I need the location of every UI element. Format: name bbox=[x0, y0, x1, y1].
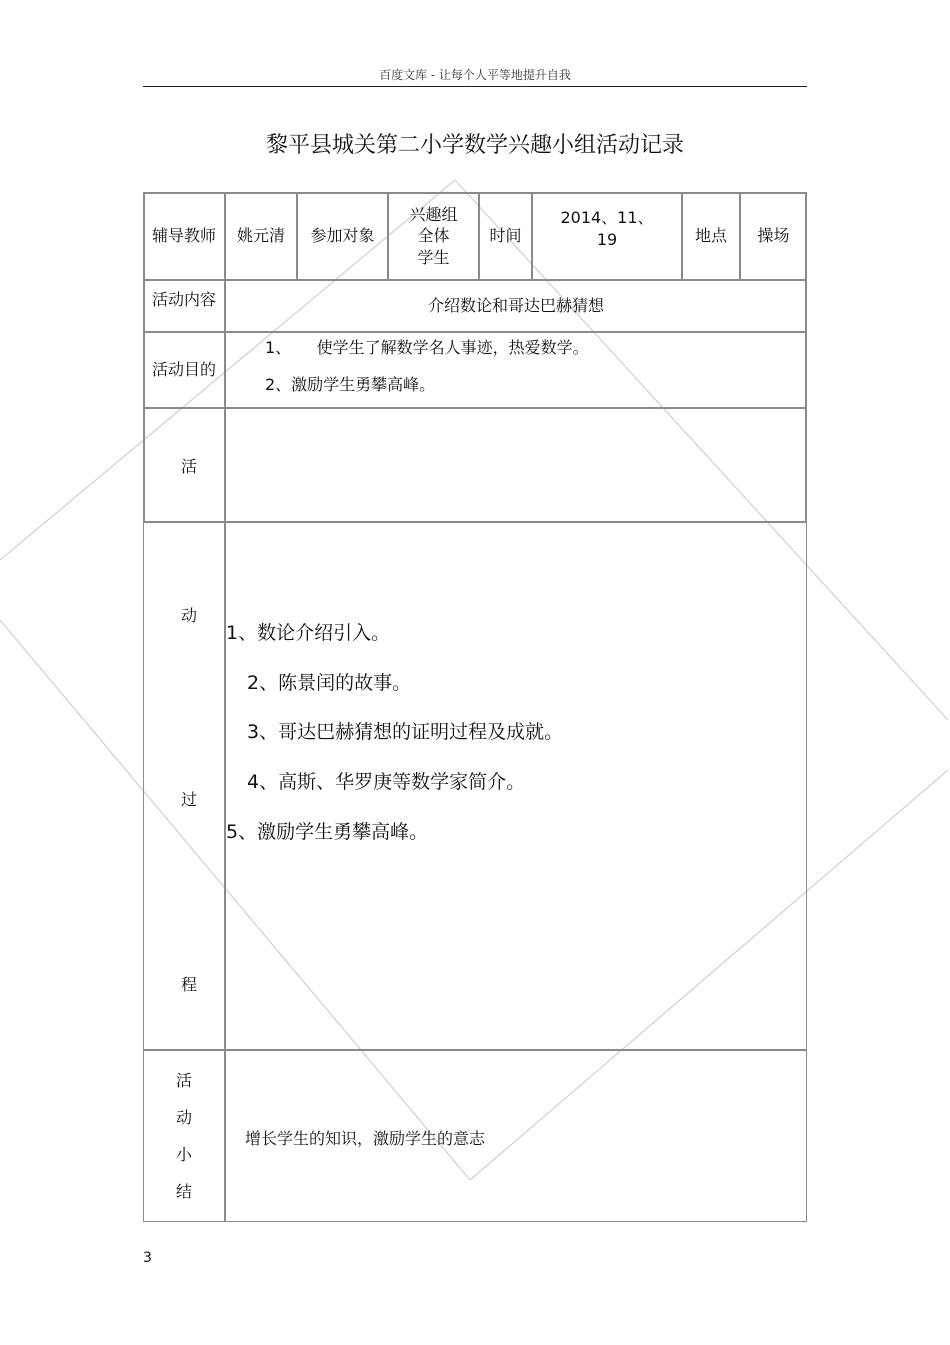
content-value: 介绍数论和哥达巴赫猜想 bbox=[225, 280, 807, 332]
process-label-cell bbox=[143, 408, 225, 1050]
time-line-2: 19 bbox=[596, 229, 618, 249]
document-title: 黎平县城关第二小学数学兴趣小组活动记录 bbox=[265, 133, 684, 158]
participants-value bbox=[388, 192, 479, 280]
goal-item-1: 1、 使学生了解数学名人事迹，热爱数学。 bbox=[265, 338, 589, 357]
header-divider bbox=[143, 86, 807, 87]
participants-line-1: 兴趣组 bbox=[409, 204, 458, 224]
time-value bbox=[532, 192, 682, 280]
process-item-1: 1、数论介绍引入。 bbox=[226, 622, 391, 644]
page-number: 3 bbox=[143, 1250, 152, 1266]
process-item-4: 4、高斯、华罗庚等数学家简介。 bbox=[247, 771, 526, 793]
summary-value: 增长学生的知识，激励学生的意志 bbox=[245, 1129, 486, 1148]
summary-label-char-3: 小 bbox=[175, 1145, 192, 1164]
summary-label-char-2: 动 bbox=[175, 1108, 192, 1127]
process-item-5: 5、激励学生勇攀高峰。 bbox=[226, 821, 429, 843]
process-item-2: 2、陈景闰的故事。 bbox=[247, 672, 412, 694]
place-label: 地点 bbox=[682, 192, 740, 280]
participants-label: 参加对象 bbox=[297, 192, 388, 280]
place-value: 操场 bbox=[740, 192, 807, 280]
time-line-1: 2014、11、 bbox=[560, 208, 654, 227]
time-label: 时间 bbox=[479, 192, 532, 280]
goal-label: 活动目的 bbox=[143, 332, 225, 408]
participants-line-3: 学生 bbox=[417, 247, 450, 267]
process-item-3: 3、哥达巴赫猜想的证明过程及成就。 bbox=[247, 721, 564, 743]
process-label-char-4: 程 bbox=[181, 975, 198, 994]
summary-label-char-4: 结 bbox=[175, 1182, 192, 1201]
content-label: 活动内容 bbox=[143, 280, 225, 332]
teacher-label: 辅导教师 bbox=[143, 192, 225, 280]
process-label-char-3: 过 bbox=[181, 790, 198, 809]
process-label-char-1: 活 bbox=[181, 457, 198, 476]
process-label-char-2: 动 bbox=[181, 606, 198, 625]
summary-label-char-1: 活 bbox=[175, 1071, 192, 1090]
page-header: 百度文库 - 让每个人平等地提升自我 bbox=[379, 68, 571, 82]
teacher-value: 姚元清 bbox=[225, 192, 297, 280]
goal-item-2: 2、激励学生勇攀高峰。 bbox=[265, 375, 436, 394]
participants-line-2: 全体 bbox=[417, 226, 450, 246]
summary-label-cell bbox=[143, 1050, 225, 1222]
